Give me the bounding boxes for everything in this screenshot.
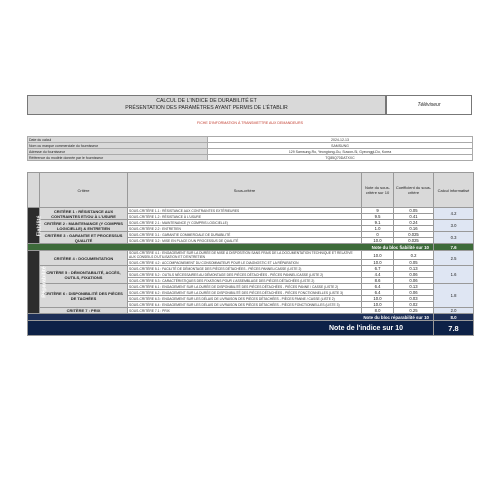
info-value: TQ85Q70DATXXC [208,155,473,161]
subcriterion: SOUS-CRITÈRE 2.2 : ENTRETIEN [128,226,362,232]
calc-cell: 1.6 [434,266,474,284]
note-reparabilite-label: Note du bloc réparabilité sur 10 [28,314,434,321]
note-cell: 8.6 [362,278,394,284]
note-cell: 9.1 [362,220,394,226]
header-note: Note du sous-critère sur 10 [362,173,394,208]
subcriterion: SOUS-CRITÈRE 7.1 : PRIX [128,308,362,314]
note-cell: 0 [362,232,394,238]
info-value: 129 Samsung-Ro, Yeongtong-Gu, Suwon-Si, Gyeonggi-Do, Korea [208,149,473,155]
info-table [27,136,473,161]
note-cell: 6.7 [362,266,394,272]
note-cell: 10.0 [362,296,394,302]
note-cell: 10.0 [362,238,394,244]
coef-cell: 0.03 [394,296,434,302]
calc-cell: 3.0 [434,220,474,232]
subcriterion: SOUS-CRITÈRE 6.2 : ENGAGEMENT SUR LA DURÉE DE DISPONIBILITÉ DES PIÈCES DÉTACHÉES - PIÈCES FONCTIONNELLES (LISTE 3) [128,290,362,296]
note-cell: 1.0 [362,226,394,232]
title-line-2: PRÉSENTATION DES PARAMÈTRES AYANT PERMIS DE L'ÉTABLIR [125,104,288,111]
subcriterion: SOUS-CRITÈRE 5.1 : FACILITÉ DE DÉMONTAGE DES PIÈCES DÉTACHÉES - PIÈCES PANNEL/CASSE (LISTE 2) [128,266,362,272]
coef-cell: 0.06 [394,290,434,296]
subcriterion: SOUS-CRITÈRE 3.1 : GARANTIE COMMERCIALE DE DURABILITÉ [128,232,362,238]
table-header [28,173,474,208]
calc-cell: 2.0 [434,308,474,314]
note-cell: 6.4 [362,290,394,296]
header-sous-critere: Sous-critère [128,173,362,208]
info-key: Nom ou marque commerciale du fournisseur [28,143,208,149]
subcriterion: SOUS-CRITÈRE 5.3 : CARACTÉRISTIQUES DES FIXATIONS POUR L'ASSEMBLAGE DES PIÈCES DÉTACHÉES (LISTE 2) [128,278,362,284]
info-value: SAMSUNG [208,143,473,149]
subcriterion: SOUS-CRITÈRE 5.2 : OUTILS NÉCESSAIRES AU DÉMONTAGE DES PIÈCES DÉTACHÉES - PIÈCES PANNEL/CASSE (LISTE 2) [128,272,362,278]
calc-cell: 1.8 [434,284,474,308]
coef-cell: 0.16 [394,226,434,232]
coef-cell: 0.06 [394,272,434,278]
note-cell: 10.0 [362,251,394,260]
note-fiabilite-value: 7.6 [434,244,474,251]
info-key: Adresse du fournisseur [28,149,208,155]
final-score-value: 7.8 [434,321,474,336]
section-reparabilite: Réparabilité [28,251,40,314]
note-cell: 10.0 [362,260,394,266]
document-title [27,95,386,115]
subcriterion: SOUS-CRITÈRE 6.4 : ENGAGEMENT SUR LES DÉLAIS DE LIVRAISON DES PIÈCES DÉTACHÉES - PIÈCES FONCTIONNELLES (LISTE 3) [128,302,362,308]
info-key: Date du calcul [28,137,208,143]
coef-cell: 0.06 [394,278,434,284]
coef-cell: 0.13 [394,284,434,290]
final-score-row [28,321,474,336]
note-cell: 6.4 [362,284,394,290]
info-value: 2024-12-13 [208,137,473,143]
coef-cell: 0.24 [394,220,434,226]
subcriterion: SOUS-CRITÈRE 6.3 : ENGAGEMENT SUR LES DÉLAIS DE LIVRAISON DES PIÈCES DÉTACHÉES - PIÈCES PANNE / CASSE (LISTE 2) [128,296,362,302]
criterion-1: CRITÈRE 1 : RÉSISTANCE AUX CONTRAINTES ET/OU À L'USURE [40,208,128,220]
note-cell: 8.0 [362,308,394,314]
criterion-5: CRITÈRE 5 : DÉMONTABILITÉ, ACCÈS, OUTILS, FIXATIONS [40,266,128,284]
subcriterion: SOUS-CRITÈRE 3.2 : MISE EN PLACE D'UN PROCESSUS DE QUALITÉ [128,238,362,244]
note-cell: 4.4 [362,272,394,278]
coef-cell: 0.05 [394,260,434,266]
coef-cell: 0.41 [394,214,434,220]
header-calcul: Calcul informatisé [434,173,474,208]
final-score-label: Note de l'indice sur 10 [28,321,434,336]
coef-cell: 0.025 [394,238,434,244]
criterion-3: CRITÈRE 3 : GARANTIE ET PROCESSUS QUALITÉ [40,232,128,244]
note-fiabilite-label: Note du bloc fiabilité sur 10 [28,244,434,251]
calc-cell: 2.5 [434,251,474,266]
info-row [28,155,473,161]
calc-cell: 0.3 [434,232,474,244]
coef-cell: 0.02 [394,302,434,308]
section-fiabilite: Fiabilité [28,208,40,244]
note-reparabilite-value: 8.0 [434,314,474,321]
header-spacer [28,173,40,208]
info-key: Référence du modèle donnée par le fournisseur [28,155,208,161]
criterion-4: CRITÈRE 4 : DOCUMENTATION [40,251,128,266]
subcriterion: SOUS-CRITÈRE 6.1 : ENGAGEMENT SUR LA DURÉE DE DISPONIBILITÉ DES PIÈCES DÉTACHÉES - PIÈCES PANNE / CASSE (LISTE 2) [128,284,362,290]
criterion-2: CRITÈRE 2 : MAINTENANCE (Y COMPRIS LOGICIELLE) & ENTRETIEN [40,220,128,232]
coef-cell: 0.25 [394,308,434,314]
subcriterion: SOUS-CRITÈRE 4.2 : ACCOMPAGNEMENT DU CONSOMMATEUR POUR LE DIAGNOSTIC ET LA RÉPARATION [128,260,362,266]
header-critere: Critère [40,173,128,208]
coef-cell: 0.025 [394,232,434,238]
subcriterion: SOUS-CRITÈRE 1.2 : RÉSISTANCE À L'USURE [128,214,362,220]
note-cell: 9.5 [362,214,394,220]
criterion-6: CRITÈRE 6 : DISPONIBILITÉ DES PIÈCES DE TACHÉES [40,284,128,308]
fiche-label: FICHE D'INFORMATION À TRANSMETTRE AUX DEMANDEURS [197,121,303,125]
criterion-7: CRITÈRE 7 : PRIX [40,308,128,314]
criteria-table [27,172,474,336]
subcriterion: SOUS-CRITÈRE 4.1 : ENGAGEMENT SUR LA DURÉE DE MISE À DISPOSITION SANS FRAIS DE LA DOCUMENTATION TECHNIQUE ET RELATIVE AUX CONSEILS D'UTILISATION ET D'ENTRETIEN [128,251,362,260]
subcriterion: SOUS-CRITÈRE 1.1 : RÉSISTANCE AUX CONTRAINTES EXTÉRIEURES [128,208,362,214]
header-coef: Coefficient du sous-critère [394,173,434,208]
table-row [28,251,474,260]
product-type: Téléviseur [386,95,472,115]
note-cell: 10.0 [362,302,394,308]
coef-cell: 0.05 [394,208,434,214]
title-line-1: CALCUL DE L'INDICE DE DURABILITÉ ET [156,98,257,104]
note-fiabilite-row [28,244,474,251]
coef-cell: 0.2 [394,251,434,260]
calc-cell: 4.2 [434,208,474,220]
subcriterion: SOUS-CRITÈRE 2.1 : MAINTENANCE (Y COMPRIS LOGICIELLE) [128,220,362,226]
coef-cell: 0.13 [394,266,434,272]
note-reparabilite-row [28,314,474,321]
note-cell: 9 [362,208,394,214]
